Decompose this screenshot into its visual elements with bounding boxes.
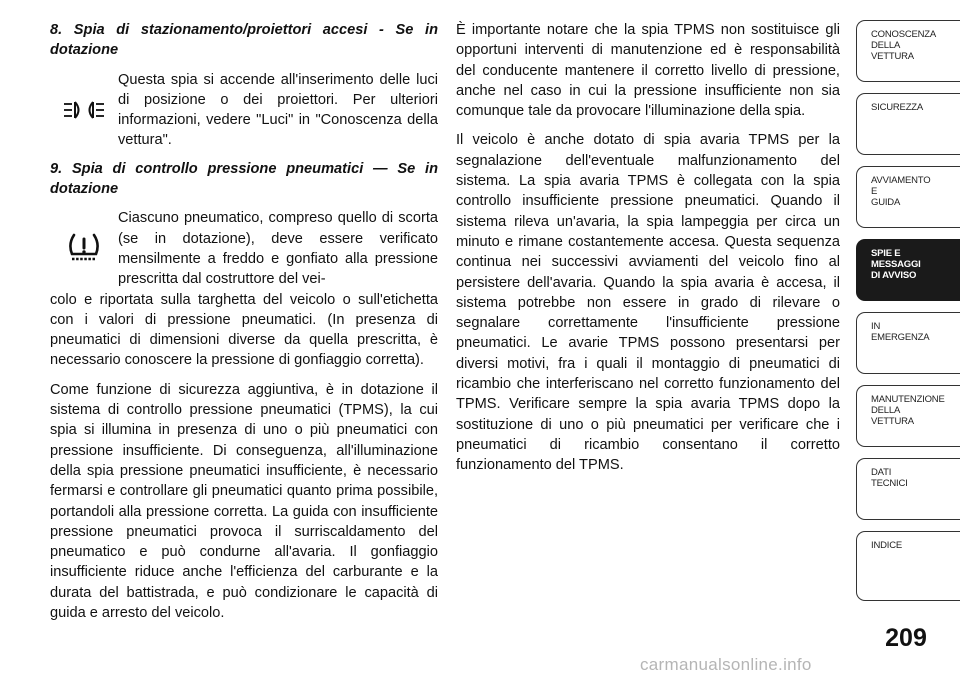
tab-sicurezza[interactable]: SICUREZZA [856,93,960,155]
tire-pressure-icon [50,208,118,288]
section-8-body [50,70,438,151]
parking-lights-icon [50,70,118,150]
left-column [50,20,438,632]
right-paragraph-1: È importante notare che la spia TPMS non sostituisce gli opportuni interventi di manutenzione ed è responsabilità del conducente mantenere il corretto livello di pressione, anche nel caso in cui la pressione insufficiente non sia comunque tale da provocare l'illuminazione della spia. [456,22,840,120]
right-paragraph-2: Il veicolo è anche dotato di spia avaria TPMS per la segnalazione dell'eventuale malfunzionamento del sistema. La spia avaria TPMS è collegata con la spia controllo insufficiente pressione pneumatici. Quando il sistema rileva un'avaria, la spia lampeggia per circa un minuto e rimane costantemente accesa. Questa sequenza continua nei successivi avviamenti del veicolo fino al persistere dell'avaria. Quando la spia avaria è accesa, il sistema potrebbe non essere in grado di rilevare o segnalare correttamente l'insufficiente pressione pneumatici. Le avarie TPMS possono presentarsi per diversi motivi, fra i quali il montaggio di pneumatici di ricambio che interferiscano nel corretto funzionamento del TPMS. Verificare sempre la spia avaria TPMS dopo la sostituzione di uno o più pneumatici per verificare che i pneumatici di ricambio consentano il corretto funzionamento del TPMS. [456,132,840,474]
left-paragraph-1: Come funzione di sicurezza aggiuntiva, è in dotazione il sistema di controllo pressione pneumatici (TPMS), la cui spia si illumina in presenza di uno o più pneumatici con pressione insufficiente. Di conseguenza, all'illuminazione della spia pressione pneumatici insufficiente, è necessario fermarsi e controllare gli pneumatici quanto prima possibile, portandoli alla pressione corretta. La guida con insufficiente pressione pneumatici provoca il surriscaldamento del pneumatico e può condurne all'avaria. Il gonfiaggio insufficiente riduce anche l'efficienza del carburante e la durata del battistrada, e può condizionare le capacità di guida e arresto del veicolo. [50,381,438,622]
section-9 [50,159,438,371]
section-tab-nav [856,20,960,601]
tab-spie-e-messaggi-di-avviso[interactable]: SPIE E MESSAGGI DI AVVISO [856,239,960,301]
section-9-text-indented: Ciascuno pneumatico, compreso quello di scorta (se in dotazione), deve essere verificato mensilmente a freddo e gonfiato alla pressione prescritta dal costruttore del vei- [118,210,438,288]
section-8 [50,20,438,151]
tab-manutenzione-della-vettura[interactable]: MANUTENZIONE DELLA VETTURA [856,385,960,447]
tab-indice[interactable]: INDICE [856,531,960,601]
section-8-text: Questa spia si accende all'inserimento delle luci di posizione o dei proiettori. Per ulteriori informazioni, vedere "Luci" in "Conoscenza della vettura". [118,71,438,149]
right-column [456,20,840,485]
watermark: carmanualsonline.info [640,655,812,674]
section-9-heading: 9. Spia di controllo pressione pneumatici — Se in dotazione [50,160,438,198]
section-9-text-continued: colo e riportata sulla targhetta del veicolo o sull'etichetta con i valori di pressione pneumatici. (In presenza di pneumatici di dimensioni diverse da quella prescritta, è necessario conoscere la pressione di gonfiaggio corretta). [50,291,438,369]
tab-dati-tecnici[interactable]: DATI TECNICI [856,458,960,520]
section-9-body [50,208,438,289]
tab-conoscenza-della-vettura[interactable]: CONOSCENZA DELLA VETTURA [856,20,960,82]
page-number: 209 [885,624,927,652]
section-8-heading: 8. Spia di stazionamento/proiettori accesi - Se in dotazione [50,22,438,59]
tab-in-emergenza[interactable]: IN EMERGENZA [856,312,960,374]
tab-avviamento-e-guida[interactable]: AVVIAMENTO E GUIDA [856,166,960,228]
